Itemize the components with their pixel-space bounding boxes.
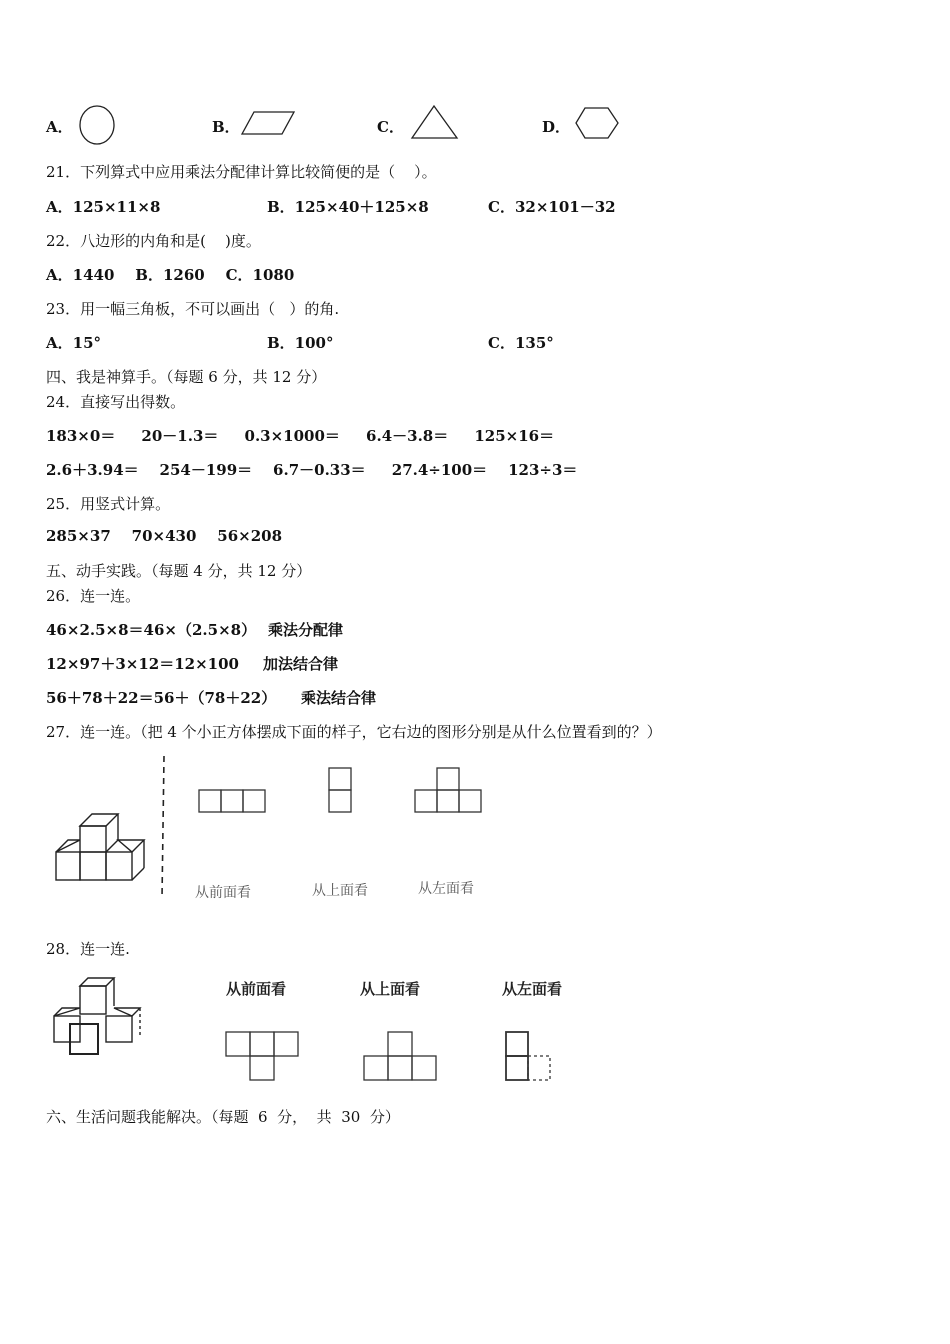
q28-caption-front: 从前面看 (226, 980, 287, 998)
q22-stem: 22．八边形的内角和是( )度。 (46, 232, 261, 250)
q28-view-figures (222, 1026, 562, 1086)
q23-option-c: C．135° (488, 334, 554, 352)
q21-option-a: A．125×11×8 (46, 198, 161, 216)
q26-right-3: 乘法结合律 (301, 689, 377, 707)
q27-view-figures (195, 764, 495, 820)
hexagon-icon (574, 106, 620, 140)
q27-stem: 27．连一连。（把 4 个小正方体摆成下面的样子，它右边的图形分别是从什么位置看到的？） (46, 723, 662, 741)
q24-row-1: 183×0＝ 20－1.3＝ 0.3×1000＝ 6.4－3.8＝ 125×16＝ (46, 427, 555, 445)
q27-caption-left: 从左面看 (418, 881, 474, 897)
q27-caption-front: 从前面看 (195, 885, 251, 901)
q20-option-a: A． (46, 118, 73, 136)
q23-option-b: B．100° (267, 334, 334, 352)
q21-stem: 21．下列算式中应用乘法分配律计算比较简便的是（ ）。 (46, 163, 437, 181)
q26-left-2: 12×97＋3×12＝12×100 (46, 655, 239, 673)
q26-right-1: 乘法分配律 (268, 621, 344, 639)
q21-option-b: B．125×40＋125×8 (267, 198, 429, 216)
section-4-heading: 四、我是神算手。（每题 6 分，共 12 分） (46, 368, 327, 386)
q23-stem: 23．用一幅三角板，不可以画出（ ）的角. (46, 300, 340, 318)
q26-right-2: 加法结合律 (263, 655, 339, 673)
q27-caption-top: 从上面看 (312, 883, 368, 899)
q26-left-3: 56＋78＋22＝56＋（78＋22） (46, 689, 277, 707)
q20-option-d: D． (542, 118, 571, 136)
circle-icon (78, 104, 118, 146)
triangle-icon (410, 104, 460, 140)
q20-option-b: B． (212, 118, 240, 136)
q27-cube-stack-figure (50, 752, 170, 900)
q23-option-a: A．15° (46, 334, 102, 352)
q25-row: 285×37 70×430 56×208 (46, 527, 283, 545)
parallelogram-icon (240, 110, 298, 136)
q25-stem: 25．用竖式计算。 (46, 495, 171, 513)
q26-stem: 26．连一连。 (46, 587, 141, 605)
q24-row-2: 2.6＋3.94＝ 254－199＝ 6.7－0.33＝ 27.4÷100＝ 123÷3＝ (46, 461, 578, 479)
q26-left-1: 46×2.5×8＝46×（2.5×8） (46, 621, 257, 639)
q24-stem: 24．直接写出得数。 (46, 393, 186, 411)
q22-options: A．1440 B．1260 C．1080 (46, 266, 295, 284)
section-5-heading: 五、动手实践。（每题 4 分，共 12 分） (46, 562, 312, 580)
q21-option-c: C．32×101－32 (488, 198, 616, 216)
q28-caption-left: 从左面看 (502, 980, 563, 998)
q28-stem: 28．连一连. (46, 940, 130, 958)
section-6-heading: 六、生活问题我能解决。（每题 6 分， 共 30 分） (46, 1108, 400, 1126)
q28-cube-stack-figure (48, 976, 158, 1060)
q20-option-c: C． (377, 118, 404, 136)
q28-caption-top: 从上面看 (360, 980, 421, 998)
